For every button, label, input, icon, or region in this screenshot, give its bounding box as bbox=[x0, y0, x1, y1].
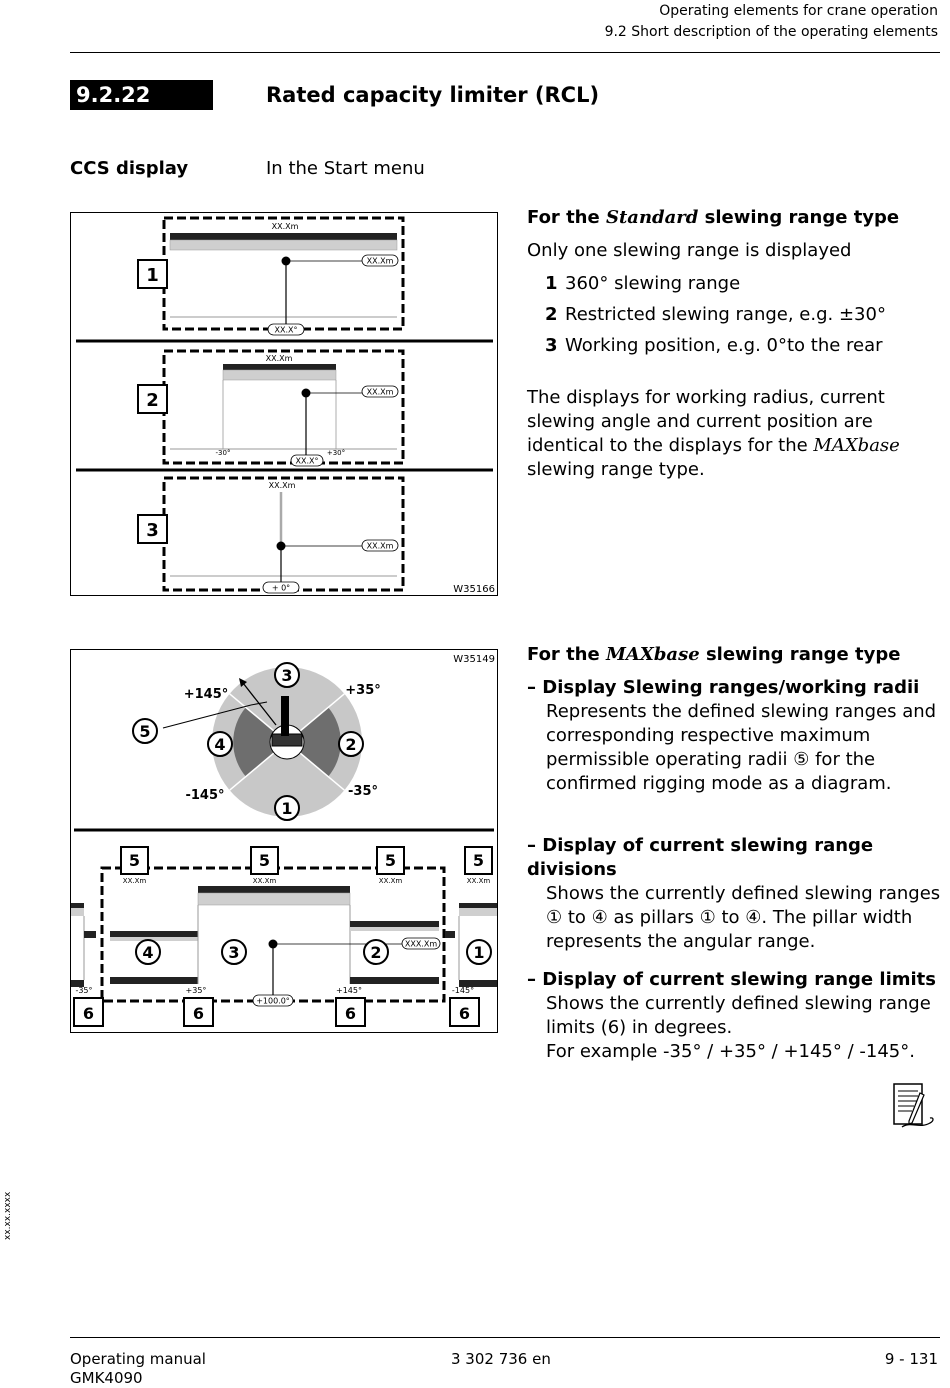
maxbase-item-2-title: – Display of current slewing range divisions bbox=[527, 834, 947, 882]
current-radius: XXX.Xm bbox=[404, 939, 438, 949]
maxbase-item-1-title: – Display Slewing ranges/working radii bbox=[527, 676, 947, 700]
figure-maxbase bbox=[70, 649, 498, 1033]
radius-callout-5d: 5 bbox=[472, 851, 485, 870]
panel-2-minus30: -30° bbox=[215, 449, 231, 457]
callout-3: 3 bbox=[146, 520, 159, 541]
pillar-callout-1: 1 bbox=[473, 943, 485, 962]
limit-minus145: -145° bbox=[451, 986, 475, 995]
panel-3-radius: XX.Xm bbox=[366, 541, 394, 551]
panel-1-position-dot bbox=[282, 257, 291, 266]
panel-1-radius: XX.Xm bbox=[366, 256, 394, 266]
radius-label-b: XX.Xm bbox=[252, 877, 277, 885]
callout-1: 1 bbox=[146, 265, 159, 286]
panel-1-bar-light bbox=[170, 240, 397, 250]
section-title: Rated capacity limiter (RCL) bbox=[266, 83, 600, 107]
pillar-callout-2: 2 bbox=[370, 943, 382, 962]
panel-1-top-radius: XX.Xm bbox=[271, 222, 299, 231]
figure-standard bbox=[70, 212, 498, 596]
pie-label-plus145: +145° bbox=[183, 687, 229, 702]
current-angle: +100.0° bbox=[256, 996, 290, 1006]
standard-item-1: 1 360° slewing range bbox=[545, 273, 741, 294]
panel-2-top-radius: XX.Xm bbox=[265, 354, 293, 363]
pillar-3-bar bbox=[198, 886, 350, 893]
figure-maxbase-code: W35149 bbox=[453, 654, 495, 665]
panel-2-radius: XX.Xm bbox=[366, 387, 394, 397]
pie-callout-3: 3 bbox=[281, 666, 293, 685]
side-code: xx.xx.xxxx bbox=[3, 1191, 13, 1240]
panel-1-angle: XX.X° bbox=[274, 325, 298, 335]
limit-callout-6c: 6 bbox=[344, 1004, 357, 1023]
panel-3-angle: + 0° bbox=[271, 583, 291, 593]
footer-page-number: 9 - 131 bbox=[884, 1350, 938, 1368]
radius-callout-5c: 5 bbox=[384, 851, 397, 870]
pie-label-minus145: -145° bbox=[185, 788, 225, 803]
pie-callout-5: 5 bbox=[139, 722, 151, 741]
footer-model: GMK4090 bbox=[70, 1369, 143, 1387]
limit-callout-6a: 6 bbox=[82, 1004, 95, 1023]
pie-callout-2: 2 bbox=[345, 735, 357, 754]
standard-intro: Only one slewing range is displayed bbox=[527, 240, 852, 261]
radius-callout-5b: 5 bbox=[258, 851, 271, 870]
maxbase-item-3-title: – Display of current slewing range limits bbox=[527, 968, 947, 992]
radius-label-a: XX.Xm bbox=[122, 877, 147, 885]
radius-label-c: XX.Xm bbox=[378, 877, 403, 885]
footer-manual: Operating manual bbox=[70, 1350, 206, 1368]
ccs-value: In the Start menu bbox=[266, 158, 425, 179]
footer-doc-number: 3 302 736 en bbox=[451, 1350, 551, 1368]
radius-callout-5a: 5 bbox=[128, 851, 141, 870]
standard-heading: For the Standard slewing range type bbox=[527, 207, 900, 228]
pie-callout-4: 4 bbox=[214, 735, 226, 754]
footer-rule bbox=[70, 1337, 940, 1338]
pie-label-plus35: +35° bbox=[345, 683, 381, 698]
panel-3-frame bbox=[164, 478, 403, 590]
header-chapter: Operating elements for crane operation bbox=[659, 3, 938, 19]
limit-callout-6b: 6 bbox=[192, 1004, 205, 1023]
maxbase-item-1: – Display Slewing ranges/working radii Represents the defined slewing ranges and corresponding respective maximum permissible operating radii ⑤ for the confirmed rigging mode as a diagram. bbox=[527, 676, 947, 796]
ccs-label: CCS display bbox=[70, 158, 189, 179]
section-number: 9.2.22 bbox=[70, 80, 213, 110]
pillar-callout-4: 4 bbox=[142, 943, 154, 962]
standard-item-2: 2 Restricted slewing range, e.g. ±30° bbox=[545, 304, 886, 325]
pie-label-minus35: -35° bbox=[348, 784, 378, 799]
current-position-dot bbox=[269, 940, 278, 949]
maxbase-item-2: – Display of current slewing range divisions Shows the currently defined slewing ranges ① to ④ as pillars ① to ④. The pillar width represents the angular range. bbox=[527, 834, 947, 954]
limit-minus35: -35° bbox=[75, 986, 93, 995]
panel-2-plus30: +30° bbox=[326, 449, 346, 457]
panel-3-top-radius: XX.Xm bbox=[268, 481, 296, 490]
standard-paragraph: The displays for working radius, current slewing angle and current position are identical to the displays for the MAXbase slewing range type. bbox=[527, 387, 900, 480]
figure-standard-drawing bbox=[71, 213, 497, 595]
limit-plus145: +145° bbox=[336, 986, 362, 995]
header-rule bbox=[70, 52, 940, 53]
maxbase-item-3: – Display of current slewing range limits Shows the currently defined slewing range limits (6) in degrees. For example -35° / +35° / +145° / -145°. bbox=[527, 968, 947, 1064]
limit-plus35: +35° bbox=[185, 986, 207, 995]
figure-maxbase-drawing bbox=[71, 650, 497, 1032]
standard-item-3: 3 Working position, e.g. 0°to the rear bbox=[545, 335, 883, 356]
pillar-callout-3: 3 bbox=[228, 943, 240, 962]
limit-callout-6d: 6 bbox=[458, 1004, 471, 1023]
header-section: 9.2 Short description of the operating elements bbox=[604, 24, 938, 40]
panel-2-angle: XX.X° bbox=[295, 456, 319, 466]
notes-icon bbox=[890, 1081, 938, 1131]
callout-2: 2 bbox=[146, 390, 159, 411]
panel-1-bar-dark bbox=[170, 233, 397, 240]
radius-label-d: XX.Xm bbox=[466, 877, 491, 885]
boom-indicator bbox=[281, 696, 289, 736]
maxbase-heading: For the MAXbase slewing range type bbox=[527, 644, 901, 665]
figure-standard-code: W35166 bbox=[453, 584, 495, 595]
pie-callout-1: 1 bbox=[281, 799, 293, 818]
